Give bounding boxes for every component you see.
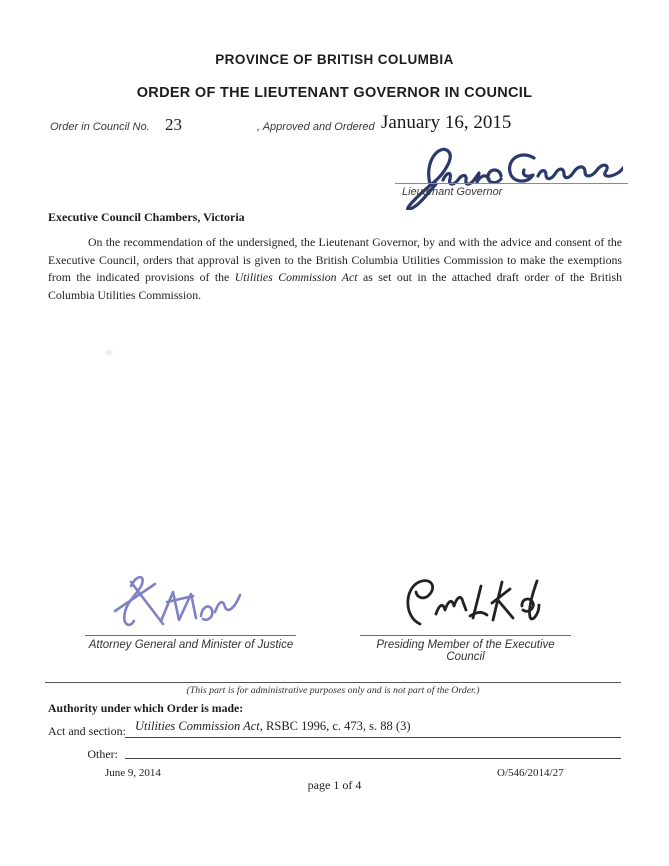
attorney-general-signature [95, 566, 260, 641]
executive-council-chambers-line: Executive Council Chambers, Victoria [48, 210, 245, 224]
other-label: Other: [87, 747, 118, 761]
presiding-member-signature [388, 574, 553, 635]
order-body-part2: as set out in the attached draft order of the British Columbia Utilities Commission. [48, 270, 622, 302]
province-title: PROVINCE OF BRITISH COLUMBIA [215, 52, 454, 67]
administrative-note: (This part is for administrative purposes only and is not part of the Order.) [186, 685, 480, 696]
attorney-general-signature-line [85, 635, 296, 636]
administrative-section-divider [45, 682, 621, 683]
lieutenant-governor-label: Lieutenant Governor [402, 186, 503, 198]
order-title: ORDER OF THE LIEUTENANT GOVERNOR IN COUNCIL [136, 85, 533, 101]
scan-smudge-artifact [105, 350, 113, 355]
other-field [125, 742, 621, 759]
page-number-footer: page 1 of 4 [307, 778, 362, 792]
approved-date: January 16, 2015 [381, 112, 512, 133]
act-and-section-act-name: Utilities Commission Act [135, 719, 260, 733]
approved-and-ordered-label: , Approved and Ordered [257, 121, 375, 133]
order-number-value: 23 [165, 115, 182, 134]
order-body-paragraph [48, 234, 622, 304]
order-body-part1: On the recommendation of the undersigned, the Lieutenant Governor, by and with the advice and consent of the Executive Council, orders that approval is given to the British Columbia Utilities Commission to make the exemptions from the indicated provisions of the [48, 235, 622, 285]
lieutenant-governor-signature [388, 138, 623, 215]
presiding-member-signature-line [360, 635, 571, 636]
act-title-italic: Utilities Commission Act [234, 270, 358, 285]
attorney-general-label: Attorney General and Minister of Justice [88, 639, 294, 651]
order-number-label: Order in Council No. [50, 121, 150, 133]
presiding-member-label: Presiding Member of the Executive Council [376, 639, 555, 663]
prepared-date: June 9, 2014 [105, 767, 161, 779]
act-and-section-field [125, 719, 621, 738]
lieutenant-governor-signature-line [395, 183, 628, 184]
file-reference: O/546/2014/27 [497, 767, 564, 779]
act-and-section-label: Act and section: [48, 724, 126, 738]
authority-heading: Authority under which Order is made: [48, 701, 244, 715]
act-and-section-citation: , RSBC 1996, c. 473, s. 88 (3) [259, 719, 411, 733]
